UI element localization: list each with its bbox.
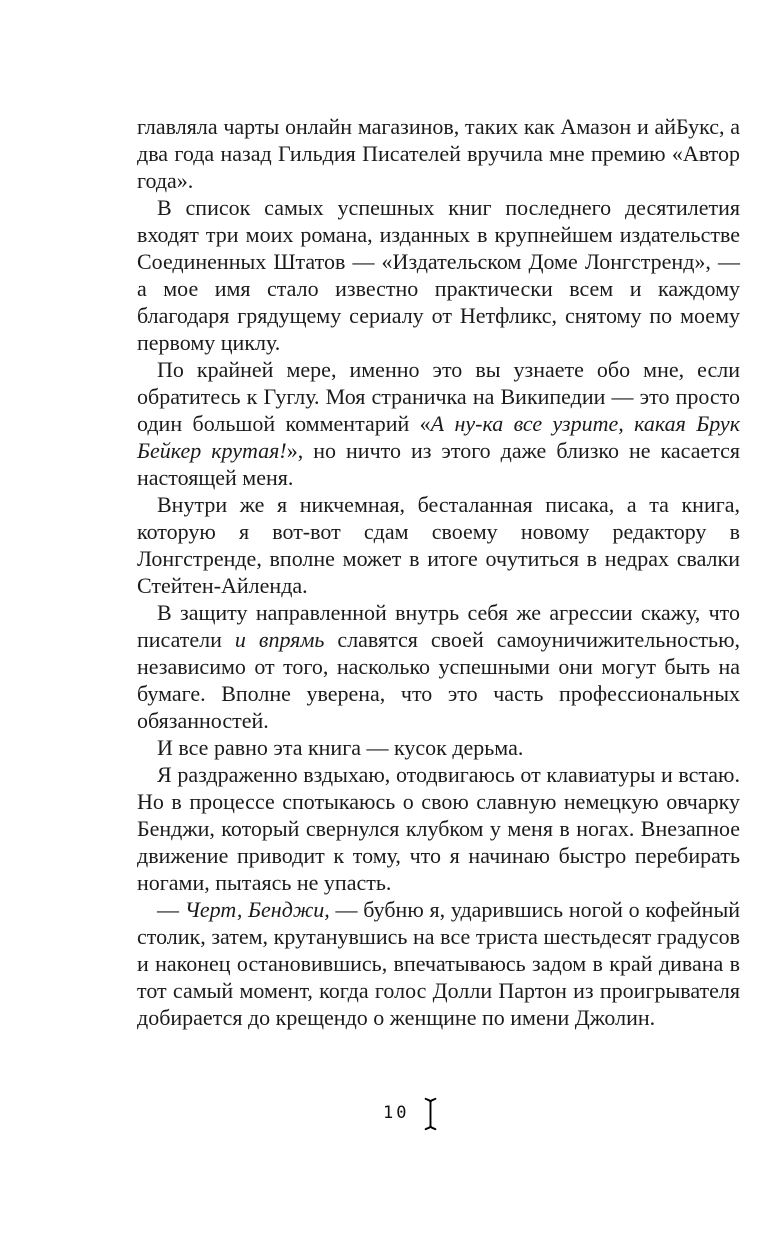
- italic-text-run: Черт, Бенджи,: [184, 897, 330, 922]
- paragraph: [137, 761, 740, 896]
- page-text: [137, 113, 740, 1031]
- text-run: Внутри же я никчемная, бесталанная писака, а та книга, которую я вот-вот сдам своему новому редактору в Лонгстренде, вполне может в итоге очутиться в недрах свалки Стейтен-Айленда.: [137, 492, 740, 598]
- paragraph: [137, 194, 740, 356]
- page-number: 10: [383, 1103, 410, 1123]
- italic-text-run: и впрямь: [234, 627, 325, 652]
- paragraph: [137, 896, 740, 1031]
- text-run: славятся своей самоуничижительностью, независимо от того, насколько успешными они могут быть на бумаге. Вполне уверена, что это часть профессиональных обязанностей.: [137, 627, 740, 733]
- text-run: В список самых успешных книг последнего десятилетия входят три моих романа, изданных в крупнейшем издательстве Соединенных Штатов — «Издательском Доме Лонгстренд», — а мое имя стало известно практически всем и каждому благодаря грядущему сериалу от Нетфликс, снятому по моему первому циклу.: [137, 195, 740, 355]
- text-run: », но ничто из этого даже близко не касается настоящей меня.: [137, 438, 740, 490]
- text-run: — бубню я, ударившись ногой о кофейный столик, затем, крутанувшись на все триста шестьдесят градусов и наконец остановившись, впечатываюсь задом в край дивана в тот самый момент, когда голос Долли Партон из проигрывателя добирается до крещендо о женщине по имени Джолин.: [137, 897, 741, 1030]
- paragraph: [137, 113, 740, 194]
- text-run: В защиту направленной внутрь себя же агрессии скажу, что писатели: [137, 600, 740, 652]
- paragraph: [137, 491, 740, 599]
- text-run: главляла чарты онлайн магазинов, таких как Амазон и айБукс, а два года назад Гильдия Писателей вручила мне премию «Автор года».: [137, 114, 740, 193]
- text-run: Я раздраженно вздыхаю, отодвигаюсь от клавиатуры и встаю. Но в процессе спотыкаюсь о свою славную немецкую овчарку Бенджи, который свернулся клубком у меня в ногах. Внезапное движение приводит к тому, что я начинаю быстро перебирать ногами, пытаясь не упасть.: [137, 762, 740, 895]
- ibeam-text-cursor-icon: [423, 1097, 438, 1131]
- text-run: И все равно эта книга — кусок дерьма.: [157, 735, 524, 760]
- italic-text-run: А ну-ка все узрите, какая Брук Бейкер крутая!: [137, 411, 740, 463]
- text-run: По крайней мере, именно это вы узнаете обо мне, если обратитесь к Гуглу. Моя страничка на Википедии — это просто один большой комментарий «: [137, 357, 740, 436]
- paragraph: [137, 356, 740, 491]
- paragraph: [137, 734, 740, 761]
- paragraph: [137, 599, 740, 734]
- text-run: —: [157, 897, 185, 922]
